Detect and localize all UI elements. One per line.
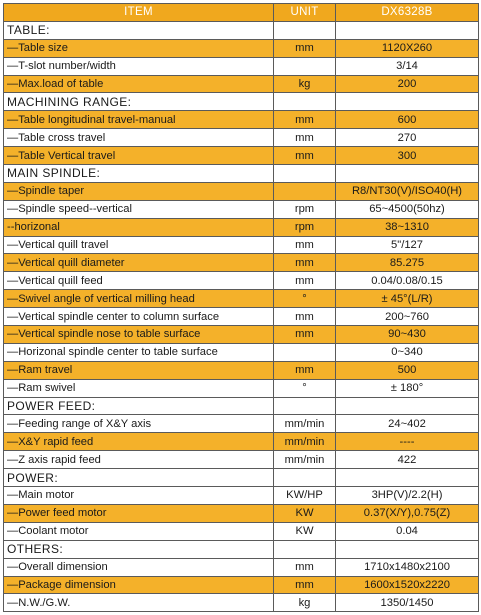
- table-row: [4, 361, 479, 379]
- unit-cell: kg: [274, 594, 336, 612]
- table-body: [4, 21, 479, 611]
- unit-cell: mm: [274, 254, 336, 272]
- section-blank-cell: [274, 397, 336, 415]
- table-row: [4, 433, 479, 451]
- item-cell: —Vertical quill travel: [4, 236, 274, 254]
- value-cell: 0.37(X/Y),0.75(Z): [336, 504, 479, 522]
- unit-cell: mm: [274, 326, 336, 344]
- section-row: [4, 21, 479, 39]
- value-cell: 600: [336, 111, 479, 129]
- section-row: [4, 469, 479, 487]
- item-cell: --horizonal: [4, 218, 274, 236]
- table-row: [4, 290, 479, 308]
- item-cell: —Vertical spindle nose to table surface: [4, 326, 274, 344]
- table-row: [4, 558, 479, 576]
- section-title: POWER FEED:: [4, 397, 274, 415]
- table-row: [4, 111, 479, 129]
- section-title: POWER:: [4, 469, 274, 487]
- table-row: [4, 326, 479, 344]
- value-cell: R8/NT30(V)/ISO40(H): [336, 182, 479, 200]
- header-unit: UNIT: [274, 4, 336, 22]
- header-item: ITEM: [4, 4, 274, 22]
- item-cell: —N.W./G.W.: [4, 594, 274, 612]
- section-title: MACHINING RANGE:: [4, 93, 274, 111]
- value-cell: 90~430: [336, 326, 479, 344]
- section-blank-cell: [274, 469, 336, 487]
- unit-cell: mm: [274, 147, 336, 165]
- table-row: [4, 576, 479, 594]
- table-row: [4, 57, 479, 75]
- item-cell: —Vertical quill diameter: [4, 254, 274, 272]
- item-cell: —T-slot number/width: [4, 57, 274, 75]
- unit-cell: kg: [274, 75, 336, 93]
- table-row: [4, 254, 479, 272]
- table-row: [4, 272, 479, 290]
- section-row: [4, 93, 479, 111]
- unit-cell: KW/HP: [274, 487, 336, 505]
- table-row: [4, 504, 479, 522]
- unit-cell: [274, 57, 336, 75]
- unit-cell: rpm: [274, 200, 336, 218]
- table-row: [4, 200, 479, 218]
- value-cell: 500: [336, 361, 479, 379]
- unit-cell: mm/min: [274, 451, 336, 469]
- section-row: [4, 397, 479, 415]
- item-cell: —Table size: [4, 39, 274, 57]
- value-cell: 65~4500(50hz): [336, 200, 479, 218]
- unit-cell: mm: [274, 39, 336, 57]
- table-row: [4, 129, 479, 147]
- section-blank-cell: [336, 21, 479, 39]
- table-row: [4, 594, 479, 612]
- table-row: [4, 39, 479, 57]
- table-header: [4, 4, 479, 22]
- value-cell: 1120X260: [336, 39, 479, 57]
- section-blank-cell: [336, 93, 479, 111]
- table-row: [4, 182, 479, 200]
- unit-cell: mm/min: [274, 433, 336, 451]
- section-blank-cell: [336, 397, 479, 415]
- item-cell: —Overall dimension: [4, 558, 274, 576]
- item-cell: —Horizonal spindle center to table surface: [4, 343, 274, 361]
- unit-cell: mm: [274, 272, 336, 290]
- header-row: [4, 4, 479, 22]
- value-cell: 24~402: [336, 415, 479, 433]
- item-cell: —Swivel angle of vertical milling head: [4, 290, 274, 308]
- value-cell: 1600x1520x2220: [336, 576, 479, 594]
- value-cell: 1710x1480x2100: [336, 558, 479, 576]
- table-row: [4, 522, 479, 540]
- section-blank-cell: [274, 93, 336, 111]
- unit-cell: °: [274, 290, 336, 308]
- table-row: [4, 75, 479, 93]
- unit-cell: mm: [274, 308, 336, 326]
- unit-cell: KW: [274, 522, 336, 540]
- item-cell: —Main motor: [4, 487, 274, 505]
- value-cell: 422: [336, 451, 479, 469]
- section-title: OTHERS:: [4, 540, 274, 558]
- table-row: [4, 487, 479, 505]
- unit-cell: [274, 182, 336, 200]
- unit-cell: mm: [274, 111, 336, 129]
- value-cell: ± 180°: [336, 379, 479, 397]
- table-row: [4, 343, 479, 361]
- item-cell: —Spindle speed--vertical: [4, 200, 274, 218]
- section-title: TABLE:: [4, 21, 274, 39]
- item-cell: —Feeding range of X&Y axis: [4, 415, 274, 433]
- value-cell: 200~760: [336, 308, 479, 326]
- value-cell: 0.04/0.08/0.15: [336, 272, 479, 290]
- unit-cell: mm/min: [274, 415, 336, 433]
- item-cell: —Ram swivel: [4, 379, 274, 397]
- unit-cell: rpm: [274, 218, 336, 236]
- value-cell: 1350/1450: [336, 594, 479, 612]
- section-blank-cell: [336, 165, 479, 183]
- unit-cell: mm: [274, 129, 336, 147]
- table-row: [4, 147, 479, 165]
- value-cell: 200: [336, 75, 479, 93]
- table-row: [4, 415, 479, 433]
- item-cell: —Z axis rapid feed: [4, 451, 274, 469]
- section-row: [4, 165, 479, 183]
- value-cell: 300: [336, 147, 479, 165]
- unit-cell: °: [274, 379, 336, 397]
- unit-cell: mm: [274, 558, 336, 576]
- item-cell: —Table cross travel: [4, 129, 274, 147]
- section-blank-cell: [274, 540, 336, 558]
- section-blank-cell: [336, 469, 479, 487]
- table-row: [4, 379, 479, 397]
- item-cell: —Table Vertical travel: [4, 147, 274, 165]
- value-cell: 270: [336, 129, 479, 147]
- item-cell: —Coolant motor: [4, 522, 274, 540]
- value-cell: 3/14: [336, 57, 479, 75]
- unit-cell: mm: [274, 236, 336, 254]
- item-cell: —X&Y rapid feed: [4, 433, 274, 451]
- value-cell: 5"/127: [336, 236, 479, 254]
- value-cell: ± 45°(L/R): [336, 290, 479, 308]
- unit-cell: mm: [274, 576, 336, 594]
- item-cell: —Ram travel: [4, 361, 274, 379]
- item-cell: —Package dimension: [4, 576, 274, 594]
- section-blank-cell: [274, 21, 336, 39]
- item-cell: —Vertical spindle center to column surface: [4, 308, 274, 326]
- value-cell: 0.04: [336, 522, 479, 540]
- value-cell: 85.275: [336, 254, 479, 272]
- header-model: DX6328B: [336, 4, 479, 22]
- value-cell: ----: [336, 433, 479, 451]
- spec-sheet: [3, 3, 478, 609]
- item-cell: —Max.load of table: [4, 75, 274, 93]
- value-cell: 38~1310: [336, 218, 479, 236]
- item-cell: —Table longitudinal travel-manual: [4, 111, 274, 129]
- value-cell: 3HP(V)/2.2(H): [336, 487, 479, 505]
- section-title: MAIN SPINDLE:: [4, 165, 274, 183]
- unit-cell: mm: [274, 361, 336, 379]
- table-row: [4, 218, 479, 236]
- item-cell: —Vertical quill feed: [4, 272, 274, 290]
- table-row: [4, 236, 479, 254]
- section-row: [4, 540, 479, 558]
- table-row: [4, 308, 479, 326]
- spec-table: [3, 3, 479, 612]
- item-cell: —Power feed motor: [4, 504, 274, 522]
- table-row: [4, 451, 479, 469]
- section-blank-cell: [336, 540, 479, 558]
- value-cell: 0~340: [336, 343, 479, 361]
- item-cell: —Spindle taper: [4, 182, 274, 200]
- section-blank-cell: [274, 165, 336, 183]
- unit-cell: KW: [274, 504, 336, 522]
- unit-cell: [274, 343, 336, 361]
